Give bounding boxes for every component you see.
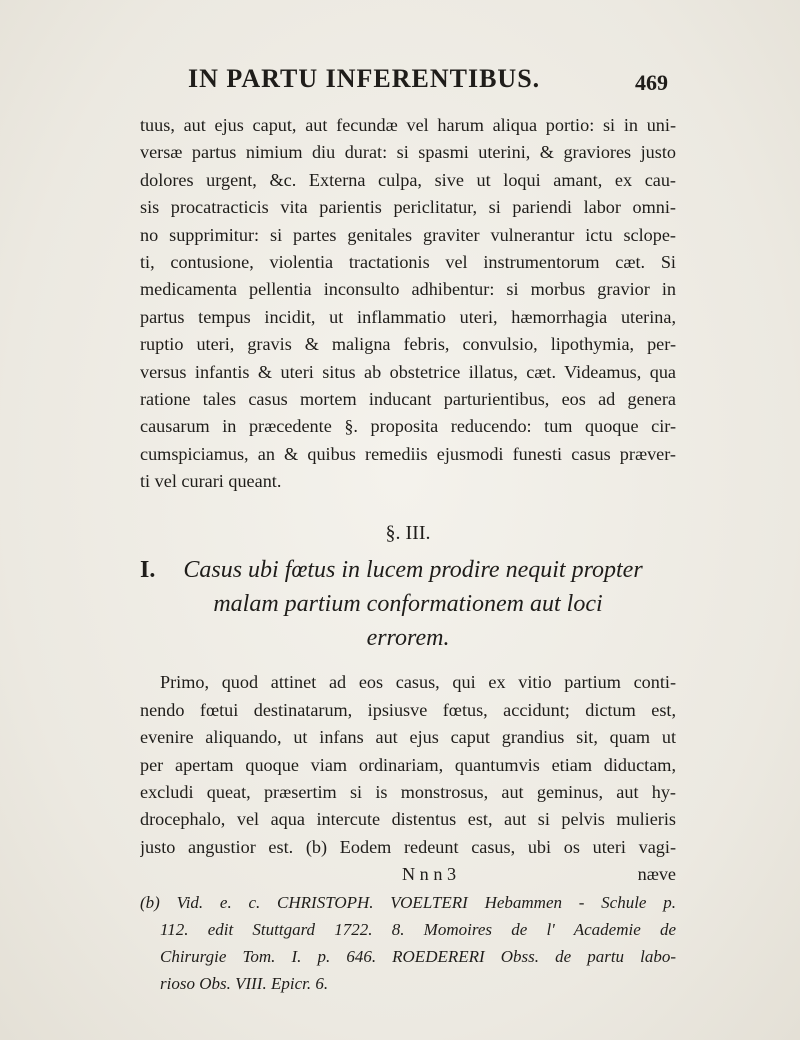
footnote-line: Chirurgie Tom. I. p. 646. ROEDERERI Obss. de partu labo- (160, 946, 676, 966)
text-line: medicamenta pellentia inconsulto adhibentur: si morbus gravior in (140, 279, 676, 300)
main-text (140, 112, 676, 997)
paragraph-1 (140, 112, 676, 495)
text-line: drocephalo, vel aqua intercute distentus est, aut si pelvis mulieris (140, 809, 676, 830)
text-line: Primo, quod attinet ad eos casus, qui ex vitio partium conti- (160, 672, 676, 693)
text-line: causarum in præcedente §. proposita reducendo: tum quoque cir- (140, 416, 676, 437)
text-line: partus tempus incidit, ut inflammatio uteri, hæmorrhagia uterina, (140, 306, 676, 327)
catchword: næve (637, 864, 676, 885)
text-line: nendo fœtui destinatarum, ipsiusve fœtus, accidunt; dictum est, (140, 699, 676, 720)
paragraph-2 (140, 669, 676, 861)
footnotes (140, 889, 676, 997)
page-header (188, 64, 668, 104)
heading-text: Casus ubi fœtus in lucem prodire nequit propter (183, 557, 643, 584)
text-line: per apertam quoque viam ordinariam, quantumvis etiam diductam, (140, 754, 676, 775)
text-line: no supprimitur: si partes genitales graviter vulnerantur ictu sclope- (140, 224, 676, 245)
section-mark: §. III. (385, 522, 431, 545)
heading-line (140, 553, 676, 587)
text-line: versus infantis & uteri situs ab obstetrice illatus, cæt. Videamus, qua (140, 361, 676, 382)
page-number: 469 (635, 70, 668, 95)
running-head: IN PARTU INFERENTIBUS. (188, 64, 541, 93)
section-heading (140, 553, 676, 655)
text-line: justo angustior est. (b) Eodem redeunt casus, ubi os uteri vagi- (140, 836, 676, 857)
text-line: ti vel curari queant. (140, 471, 282, 492)
signature-mark: N n n 3 (402, 864, 457, 885)
heading-numeral: I. (140, 557, 156, 584)
heading-line: malam partium conformationem aut loci (213, 591, 603, 618)
footnote-line: 112. edit Stuttgard 1722. 8. Momoires de l' Academie de (160, 919, 676, 939)
text-line: excludi queat, præsertim si is monstrosus, aut geminus, aut hy- (140, 782, 676, 803)
text-line: ruptio uteri, gravis & maligna febris, convulsio, lipothymia, per- (140, 334, 676, 355)
text-line: versæ partus nimium diu durat: si spasmi uterini, & graviores justo (140, 142, 676, 163)
text-line: sis procatracticis vita parientis periclitatur, si pariendi labor omni- (140, 197, 676, 218)
footnote-line: (b) Vid. e. c. CHRISTOPH. VOELTERI Hebammen - Schule p. (140, 892, 676, 912)
footnote-line: rioso Obs. VIII. Epicr. 6. (160, 973, 329, 993)
text-line: dolores urgent, &c. Externa culpa, sive ut loqui amant, ex cau- (140, 169, 676, 190)
heading-line: errorem. (366, 625, 450, 652)
text-line: ti, contusione, violentia tractationis vel instrumentorum cæt. Si (140, 251, 676, 272)
text-line: tuus, aut ejus caput, aut fecundæ vel harum aliqua portio: si in uni- (140, 115, 676, 135)
text-line: ratione tales casus mortem inducant parturientibus, eos ad genera (140, 388, 676, 409)
text-line: cumspiciamus, an & quibus remediis ejusmodi funesti casus præver- (140, 443, 676, 464)
signature-row (140, 861, 676, 888)
text-line: evenire aliquando, ut infans aut ejus caput grandius sit, quam ut (140, 727, 676, 748)
